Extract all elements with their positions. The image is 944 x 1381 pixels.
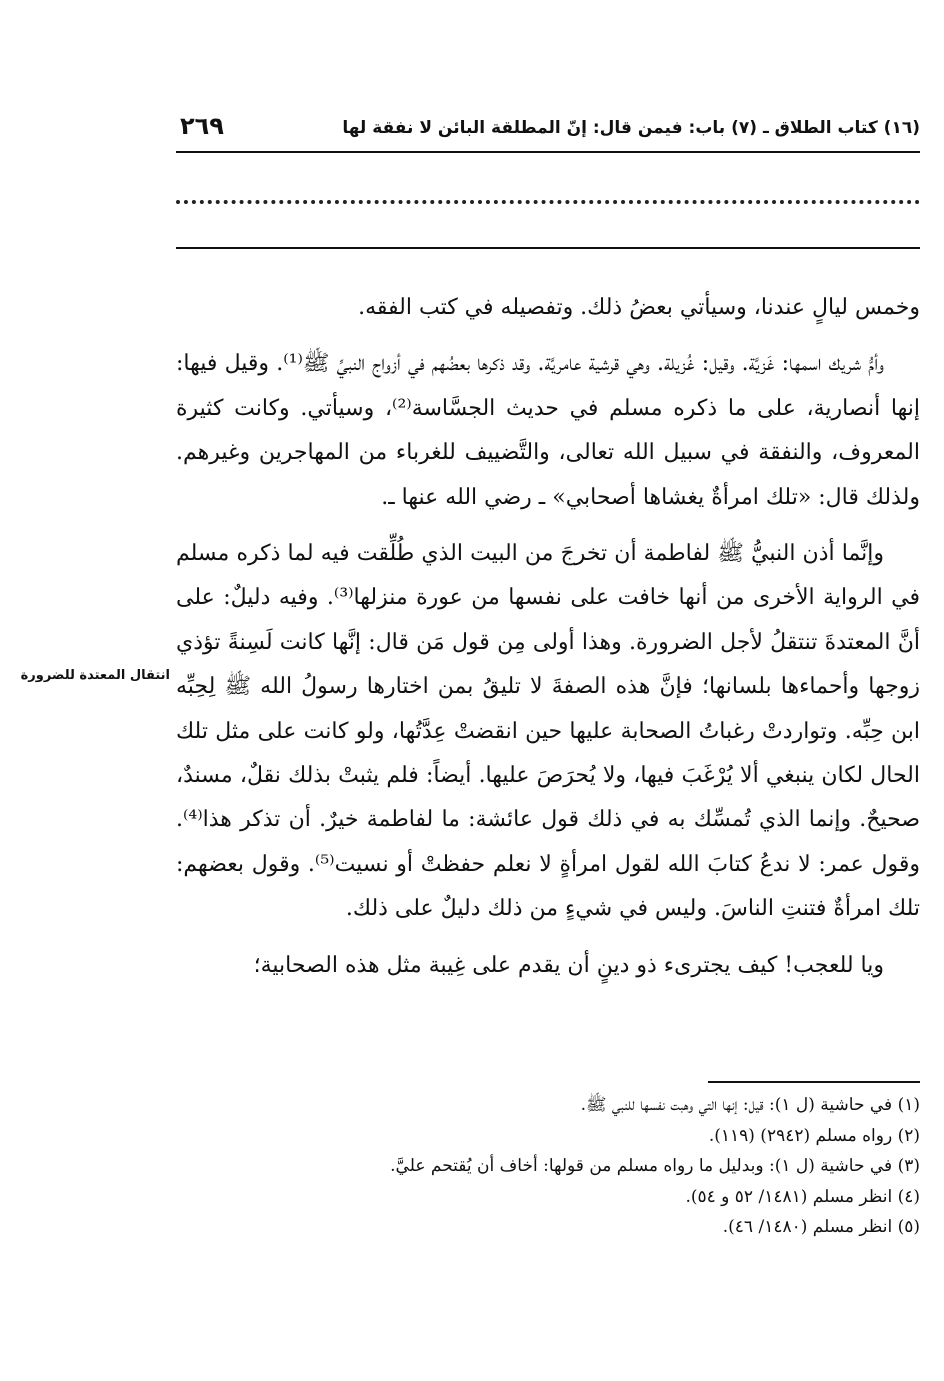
footnote: (٤) انظر مسلم (١٤٨١/ ٥٢ و ٥٤).: [685, 1186, 920, 1207]
header-title: (١٦) كتاب الطلاق ـ (٧) باب: فيمن قال: إنّ المطلقة البائن لا نفقة لها: [342, 118, 920, 138]
paragraph: وإنَّما أذن النبيُّ ﷺ لفاطمة أن تخرجَ من البيت الذي طُلِّقت فيه لما ذكره مسلم في الرواية الأخرى من أنها خافت على نفسها من عورة منزلها⁽³⁾. وفيه دليلٌ: على أنَّ المعتدةَ تنتقلُ لأجل الضرورة. وهذا أولى مِن قول مَن قال: إنَّها كانت لَسِنةً تؤذي زوجها وأحماءها بلسانها؛ فإنَّ هذه الصفةَ لا تليقُ بمن اختارها رسولُ الله ﷺ لِحِبِّه ابن حِبِّه. وتواردتْ رغباتُ الصحابة عليها حين انقضتْ عِدَّتُها، ولو كانت على مثل تلك الحال لكان ينبغي ألا يُرْغَبَ فيها، ولا يُحرَصَ عليها. أيضاً: فلم يثبتْ بذلك نقلٌ، مسندٌ، صحيحٌ. وإنما الذي تُمسِّك به في ذلك قول عائشة: ما لفاطمة خيرٌ. أن تذكر هذا⁽⁴⁾. وقول عمر: لا ندعُ كتابَ الله لقول امرأةٍ لا نعلم حفظتْ أو نسيت⁽⁵⁾. وقول بعضهم: تلك امرأةٌ فتنتِ الناسَ. وليس في شيءٍ من ذلك دليلٌ على ذلك.: [176, 541, 921, 922]
footnote: (٣) في حاشية (ل ١): وبدليل ما رواه مسلم من قولها: أخاف أن يُقتحم عليَّ.: [390, 1156, 920, 1176]
page-number: ٢٦٩: [180, 112, 224, 140]
footnote-rule: [708, 1081, 920, 1083]
paragraph: ويا للعجب! كيف يجترىء ذو دينٍ أن يقدم على غِيبة مثل هذه الصحابية؛: [253, 952, 884, 978]
main-text: [176, 286, 920, 988]
footnote: (١) في حاشية (ل ١): قيل: إنها التي وهبت نفسها للنبي ﷺ.: [580, 1095, 920, 1115]
running-header: [176, 112, 920, 152]
paragraph: وخمس ليالٍ عندنا، وسيأتي بعضُ ذلك. وتفصيله في كتب الفقه.: [358, 295, 920, 320]
paragraph: وأمُّ شريك اسمها: غَزيَّة. وقيل: غُزيلة. وهي قرشية عامريَّة. وقد ذكرها بعضُهم في أزواج النبيِّ ﷺ⁽¹⁾. وقيل فيها: إنها أنصارية، على ما ذكره مسلم في حديث الجسَّاسة⁽²⁾، وسيأتي. وكانت كثيرة المعروف، والنفقة في سبيل الله تعالى، والتَّضييف للغرباء من المهاجرين وغيرهم. ولذلك قال: «تلك امرأةٌ يغشاها أصحابي» ـ رضي الله عنها ـ.: [176, 351, 920, 510]
footnote: (٥) انظر مسلم (١٤٨٠/ ٤٦).: [722, 1217, 920, 1237]
header-rule: [176, 151, 920, 153]
dotted-separator: [176, 200, 920, 204]
footnote: (٢) رواه مسلم (٢٩٤٢) (١١٩).: [708, 1125, 920, 1146]
section-rule: [176, 247, 920, 249]
margin-note: انتقال المعتدة للضرورة: [20, 668, 170, 683]
footnotes: [176, 1090, 920, 1243]
